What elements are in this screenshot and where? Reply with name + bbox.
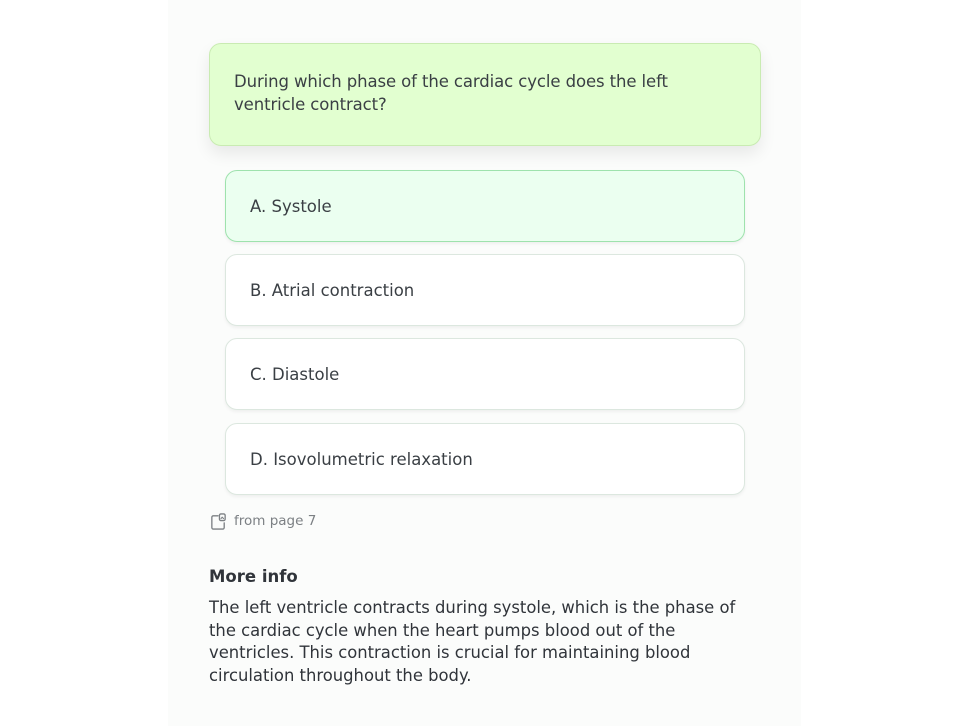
page-reference-icon bbox=[209, 512, 228, 531]
answer-option-b-label: B. Atrial contraction bbox=[250, 280, 415, 300]
more-info-title: More info bbox=[209, 567, 298, 586]
source-page-text: from page 7 bbox=[234, 513, 317, 529]
answer-option-c-label: C. Diastole bbox=[250, 364, 340, 384]
answer-option-a-label: A. Systole bbox=[250, 196, 332, 216]
more-info-body: The left ventricle contracts during systole, which is the phase of the cardiac cycle when the heart pumps blood out of the ventricles. This contraction is crucial for maintaining blood circulation throughout the body. bbox=[209, 598, 736, 685]
answer-option-b[interactable] bbox=[225, 254, 745, 326]
answer-option-c[interactable] bbox=[225, 338, 745, 410]
answer-option-a[interactable] bbox=[225, 170, 745, 242]
question-card bbox=[209, 43, 761, 146]
answer-option-d[interactable] bbox=[225, 423, 745, 495]
question-text: During which phase of the cardiac cycle does the left ventricle contract? bbox=[234, 72, 668, 114]
source-reference[interactable] bbox=[209, 511, 316, 531]
answer-option-d-label: D. Isovolumetric relaxation bbox=[250, 449, 473, 469]
